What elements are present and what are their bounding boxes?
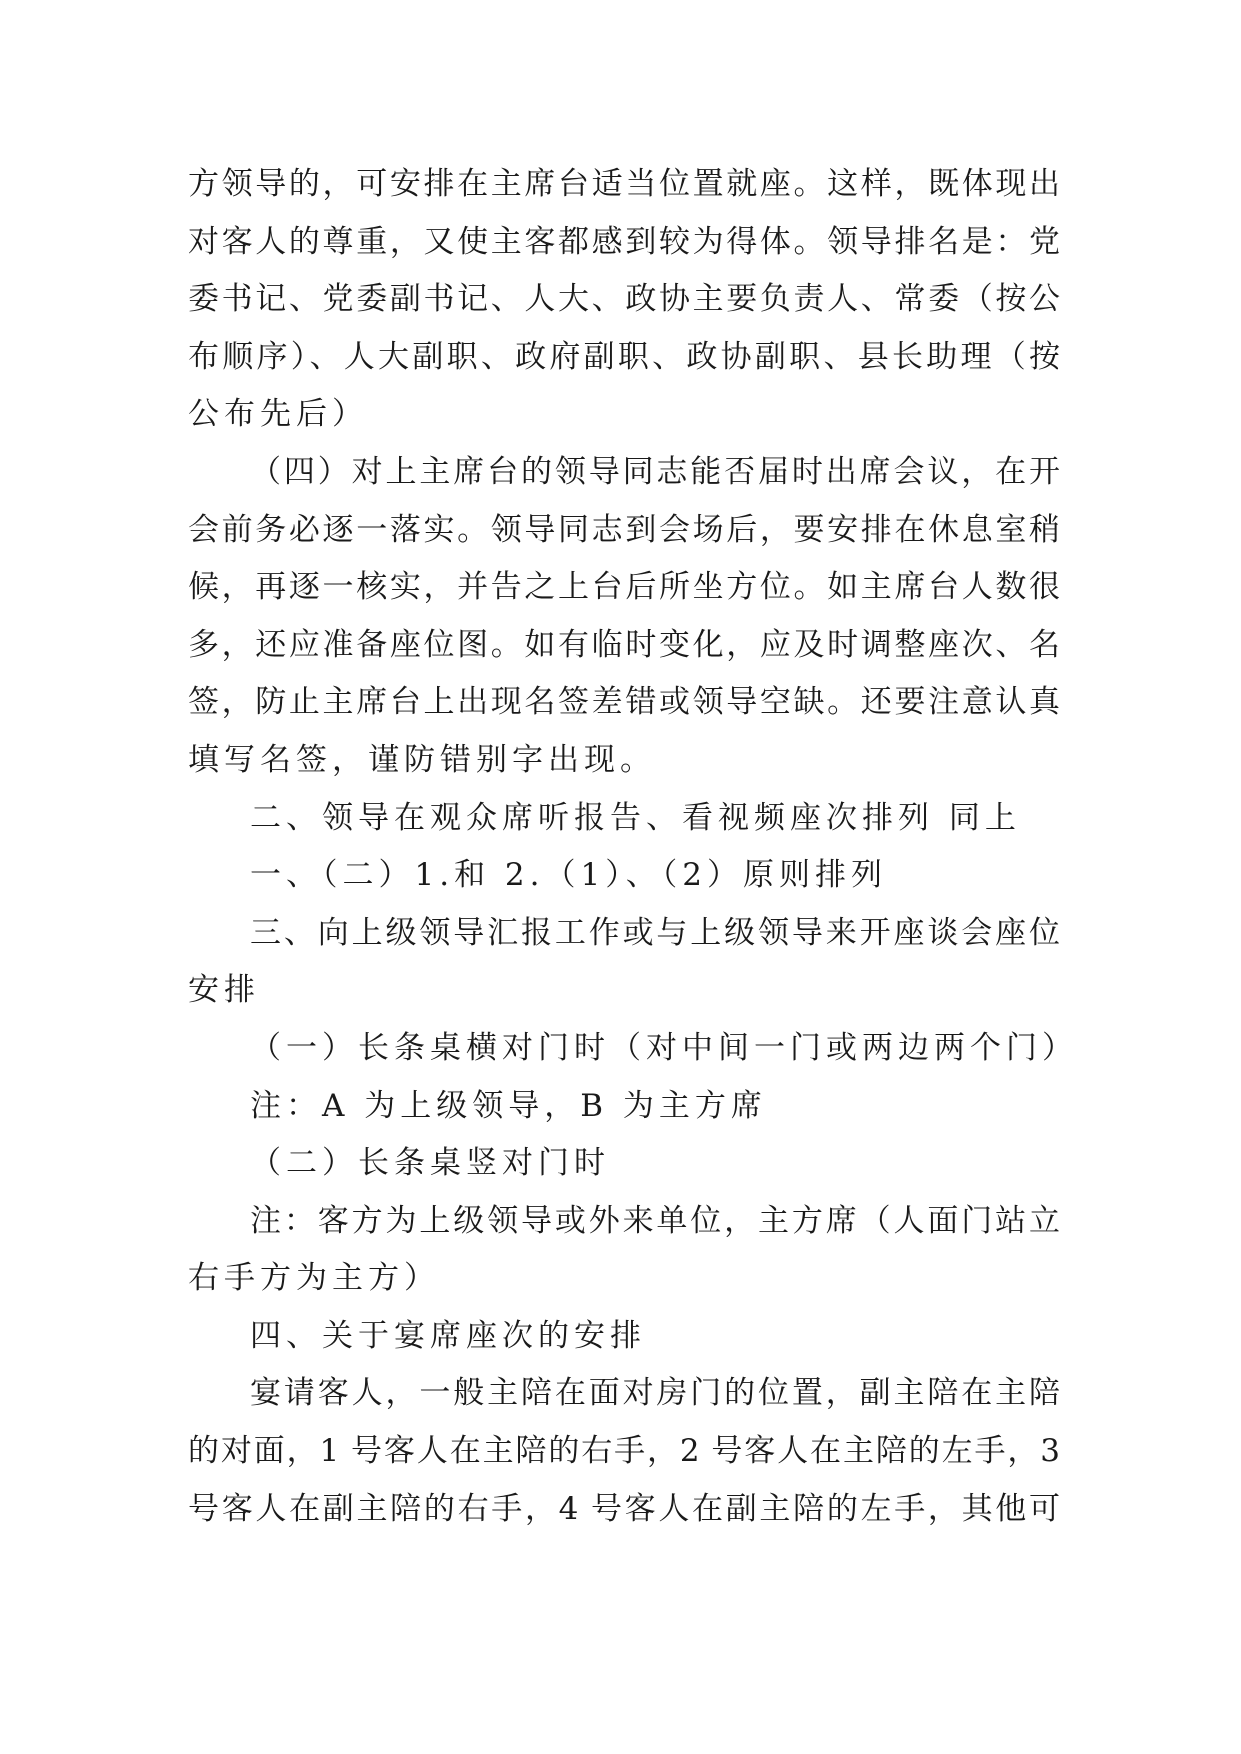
note-line-continuation: 右手方为主方）	[188, 1260, 440, 1297]
paragraph-line: 公布先后）	[188, 396, 368, 433]
paragraph-line: 候，再逐一核实，并告之上台后所坐方位。如主席台人数很	[188, 569, 1060, 606]
paragraph-line: （四）对上主席台的领导同志能否届时出席会议，在开	[250, 453, 1060, 490]
note-line: 注：客方为上级领导或外来单位，主方席（人面门站立	[250, 1202, 1060, 1239]
subsection-heading: （二）长条桌竖对门时	[250, 1145, 610, 1182]
paragraph-line: 多，还应准备座位图。如有临时变化，应及时调整座次、名	[188, 626, 1060, 663]
note-line: 注：A 为上级领导，B 为主方席	[250, 1087, 767, 1124]
section-heading-continuation: 安排	[188, 972, 260, 1009]
paragraph-line: 委书记、党委副书记、人大、政协主要负责人、常委（按公	[188, 281, 1060, 318]
section-heading: 四、关于宴席座次的安排	[250, 1317, 646, 1354]
paragraph-line: 填写名签，谨防错别字出现。	[188, 741, 656, 778]
section-heading: 二、领导在观众席听报告、看视频座次排列 同上	[250, 799, 1021, 836]
paragraph-line: 宴请客人，一般主陪在面对房门的位置，副主陪在主陪	[250, 1375, 1060, 1412]
paragraph-line: 对客人的尊重，又使主客都感到较为得体。领导排名是：党	[188, 223, 1060, 260]
subsection-heading: （一）长条桌横对门时（对中间一门或两边两个门）	[250, 1029, 1078, 1066]
paragraph-line: 会前务必逐一落实。领导同志到会场后，要安排在休息室稍	[188, 511, 1060, 548]
paragraph-line: 方领导的，可安排在主席台适当位置就座。这样，既体现出	[188, 166, 1060, 202]
paragraph-line: 布顺序）、人大副职、政府副职、政协副职、县长助理（按	[188, 338, 1060, 375]
paragraph-line: 签，防止主席台上出现名签差错或领导空缺。还要注意认真	[188, 684, 1060, 721]
section-heading: 三、向上级领导汇报工作或与上级领导来开座谈会座位	[250, 914, 1060, 951]
document-body	[188, 156, 1078, 1538]
paragraph-line: 的对面，1 号客人在主陪的右手，2 号客人在主陪的左手，3	[188, 1433, 1060, 1470]
paragraph-line: 号客人在副主陪的右手，4 号客人在副主陪的左手，其他可	[188, 1490, 1060, 1527]
paragraph-line: 一、（二）1.和 2.（1）、（2）原则排列	[250, 857, 887, 894]
